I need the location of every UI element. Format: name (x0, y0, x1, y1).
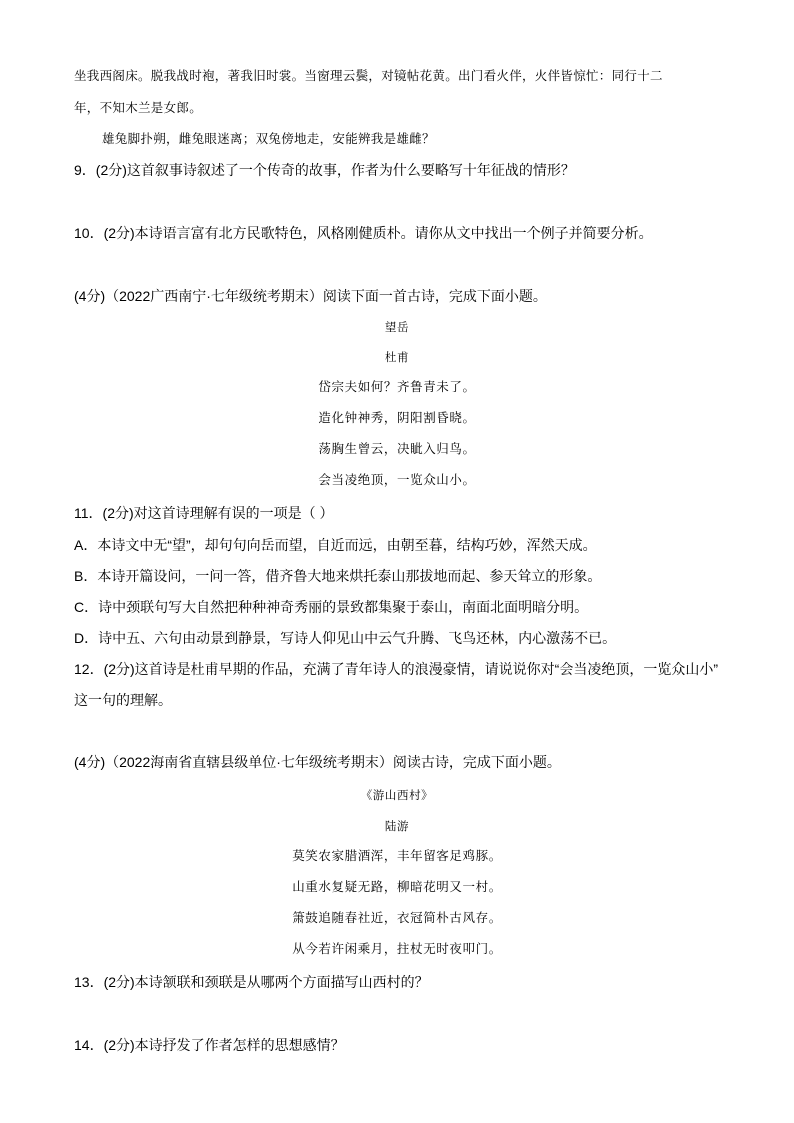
mulan-line-1: 坐我西阁床。脱我战时袍，著我旧时裳。当窗理云鬓，对镜帖花黄。出门看火伴，火伴皆惊忙：同行十二 (74, 68, 663, 83)
option-c: C．诗中颈联句写大自然把种种神奇秀丽的景致都集聚于泰山，南面北面明暗分明。 (74, 599, 589, 615)
question-14: 14．(2分)本诗抒发了作者怎样的思想感情？ (74, 1037, 345, 1053)
mulan-line-3: 雄兔脚扑朔，雌兔眼迷离；双兔傍地走，安能辨我是雄雌？ (102, 131, 435, 146)
poem-author-luyou: 陆游 (384, 819, 410, 833)
poem-line: 从今若许闲乘月，拄杖无时夜叩门。 (292, 941, 502, 956)
mulan-line-2: 年，不知木兰是女郎。 (74, 100, 203, 115)
question-13: 13．(2分)本诗颔联和颈联是从哪两个方面描写山西村的？ (74, 974, 429, 990)
option-a: A．本诗文中无“望”，却句句向岳而望，自近而远，由朝至暮，结构巧妙，浑然天成。 (74, 537, 597, 553)
option-d: D．诗中五、六句由动景到静景，写诗人仰见山中云气升腾、飞鸟还林，内心激荡不已。 (74, 630, 617, 646)
poem-line: 山重水复疑无路，柳暗花明又一村。 (292, 879, 502, 894)
question-12-line-2: 这一句的理解。 (74, 692, 172, 708)
poem-title-youshanxicun: 《游山西村》 (360, 788, 434, 802)
question-10: 10．(2分)本诗语言富有北方民歌特色，风格刚健质朴。请你从文中找出一个例子并简要分析。 (74, 225, 653, 241)
poem-title-wangyue: 望岳 (384, 320, 410, 334)
poem-line: 造化钟神秀，阴阳割昏晓。 (318, 410, 476, 425)
poem-author-dufu: 杜甫 (384, 350, 410, 364)
question-12-line-1: 12．(2分)这首诗是杜甫早期的作品，充满了青年诗人的浪漫豪情，请说说你对“会当凌绝顶，一览众山小” (74, 661, 719, 677)
poem-line: 会当凌绝顶，一览众山小。 (318, 472, 476, 487)
poem-line: 岱宗夫如何？齐鲁青未了。 (318, 379, 476, 394)
poem-line: 箫鼓追随春社近，衣冠简朴古风存。 (292, 910, 502, 925)
section-2-intro: (4分)（2022广西南宁·七年级统考期末）阅读下面一首古诗，完成下面小题。 (74, 288, 547, 304)
poem-line: 莫笑农家腊酒浑，丰年留客足鸡豚。 (292, 848, 502, 863)
question-9: 9．(2分)这首叙事诗叙述了一个传奇的故事，作者为什么要略写十年征战的情形？ (74, 162, 575, 178)
section-3-intro: (4分)（2022海南省直辖县级单位·七年级统考期末）阅读古诗，完成下面小题。 (74, 754, 561, 770)
question-11-stem: 11．(2分)对这首诗理解有误的一项是（ ） (74, 505, 334, 521)
poem-line: 荡胸生曾云，决眦入归鸟。 (318, 441, 476, 456)
option-b: B．本诗开篇设问，一问一答，借齐鲁大地来烘托泰山那拔地而起、参天耸立的形象。 (74, 568, 602, 584)
